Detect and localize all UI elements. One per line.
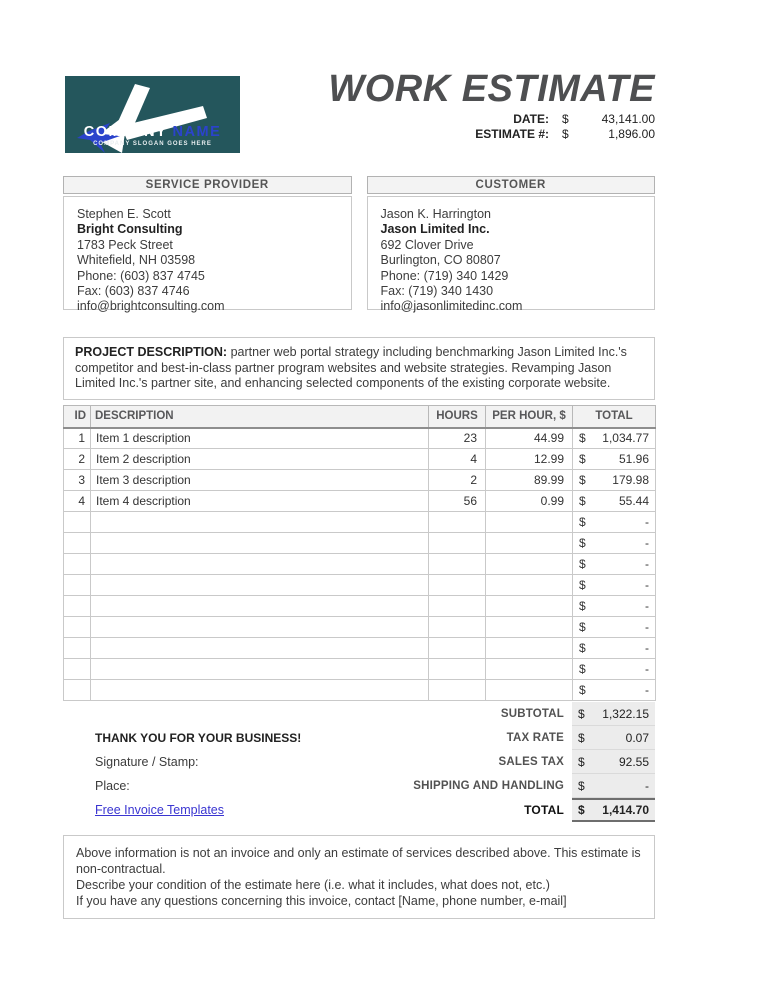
customer-detail-line: Phone: (719) 340 1429 bbox=[380, 268, 509, 283]
currency-symbol: $ bbox=[578, 706, 585, 721]
item-rate-cell bbox=[486, 596, 573, 617]
item-hours-cell bbox=[429, 638, 486, 659]
customer-detail-line: info@jasonlimitedinc.com bbox=[380, 299, 523, 314]
item-id-cell bbox=[64, 596, 91, 617]
item-description-cell bbox=[91, 680, 429, 701]
table-row bbox=[64, 659, 656, 680]
col-header-description: DESCRIPTION bbox=[91, 406, 429, 428]
table-row bbox=[64, 575, 656, 596]
item-total-cell bbox=[573, 512, 656, 533]
customer-box bbox=[367, 176, 656, 314]
col-header-per-hour: PER HOUR, $ bbox=[486, 406, 573, 428]
currency-symbol: $ bbox=[579, 473, 586, 487]
item-description-cell: Item 2 description bbox=[91, 449, 429, 470]
currency-symbol: $ bbox=[579, 557, 586, 571]
table-row bbox=[64, 470, 656, 491]
signature-stamp-label: Signature / Stamp: bbox=[95, 755, 199, 769]
provider-detail-line: Whitefield, NH 03598 bbox=[77, 253, 196, 268]
item-hours-cell bbox=[429, 617, 486, 638]
item-total-amount: 51.96 bbox=[618, 452, 649, 466]
date-value: 43,141.00 bbox=[601, 112, 655, 126]
page-title: WORK ESTIMATE bbox=[328, 68, 655, 110]
table-row bbox=[64, 491, 656, 512]
item-total-amount: - bbox=[645, 662, 649, 676]
currency-symbol: $ bbox=[579, 641, 586, 655]
logo-name-word: NAME bbox=[172, 124, 222, 140]
item-rate-cell bbox=[486, 512, 573, 533]
provider-detail-line: info@brightconsulting.com bbox=[77, 299, 225, 314]
item-rate-cell bbox=[486, 575, 573, 596]
item-id-cell: 2 bbox=[64, 449, 91, 470]
company-logo bbox=[65, 76, 240, 153]
item-hours-cell: 56 bbox=[429, 491, 486, 512]
item-hours-cell bbox=[429, 533, 486, 554]
item-id-cell bbox=[64, 659, 91, 680]
thank-you-note: THANK YOU FOR YOUR BUSINESS! bbox=[95, 731, 302, 745]
item-total-cell bbox=[573, 533, 656, 554]
currency-symbol: $ bbox=[579, 683, 586, 697]
free-invoice-templates-link[interactable]: Free Invoice Templates bbox=[95, 803, 224, 817]
service-provider-header: SERVICE PROVIDER bbox=[63, 176, 352, 194]
item-total-amount: 1,034.77 bbox=[602, 431, 649, 446]
table-row bbox=[64, 428, 656, 449]
item-id-cell bbox=[64, 533, 91, 554]
item-rate-cell bbox=[486, 680, 573, 701]
item-description-cell bbox=[91, 533, 429, 554]
item-hours-cell bbox=[429, 554, 486, 575]
currency-symbol: $ bbox=[579, 578, 586, 592]
customer-details bbox=[367, 196, 656, 314]
estimate-number-row bbox=[355, 127, 655, 142]
shipping-amount: - bbox=[645, 778, 649, 793]
disclaimer-line: Describe your condition of the estimate here (i.e. what it includes, what does not, etc.) bbox=[76, 878, 550, 892]
customer-detail-line: Jason Limited Inc. bbox=[380, 222, 490, 237]
item-total-amount: 55.44 bbox=[618, 494, 649, 508]
item-total-cell bbox=[573, 470, 656, 491]
sales-tax-value-cell bbox=[572, 750, 655, 774]
item-id-cell bbox=[64, 575, 91, 596]
grand-total-value-cell bbox=[572, 798, 655, 822]
item-id-cell bbox=[64, 512, 91, 533]
customer-detail-line: Burlington, CO 80807 bbox=[380, 253, 501, 268]
company-slogan: COMPANY SLOGAN GOES HERE bbox=[93, 141, 212, 147]
currency-symbol: $ bbox=[579, 599, 586, 613]
sales-tax-row bbox=[63, 750, 655, 774]
currency-symbol: $ bbox=[579, 536, 586, 550]
subtotal-value-cell bbox=[572, 702, 655, 726]
item-total-amount: 179.98 bbox=[612, 473, 649, 487]
shipping-value-cell bbox=[572, 774, 655, 798]
item-rate-cell bbox=[486, 659, 573, 680]
item-hours-cell bbox=[429, 512, 486, 533]
tax-rate-amount: 0.07 bbox=[625, 730, 649, 745]
col-header-id: ID bbox=[64, 406, 91, 428]
item-description-cell bbox=[91, 554, 429, 575]
estimate-number-label: ESTIMATE #: bbox=[475, 127, 549, 141]
company-logo-text bbox=[65, 124, 240, 140]
item-total-amount: - bbox=[645, 641, 649, 655]
item-rate-cell: 12.99 bbox=[486, 449, 573, 470]
item-id-cell: 3 bbox=[64, 470, 91, 491]
service-provider-details bbox=[63, 196, 352, 314]
item-total-amount: - bbox=[645, 620, 649, 634]
currency-symbol: $ bbox=[578, 730, 585, 745]
subtotal-row bbox=[63, 702, 655, 726]
col-header-total: TOTAL bbox=[573, 406, 656, 428]
currency-symbol: $ bbox=[579, 662, 586, 676]
item-rate-cell: 89.99 bbox=[486, 470, 573, 491]
item-total-cell bbox=[573, 617, 656, 638]
totals-section bbox=[63, 702, 655, 822]
item-id-cell bbox=[64, 554, 91, 575]
disclaimer-line: Above information is not an invoice and only an estimate of services described above. This estimate is non-contractual. bbox=[76, 846, 641, 876]
item-total-cell bbox=[573, 638, 656, 659]
item-rate-cell: 0.99 bbox=[486, 491, 573, 512]
currency-symbol: $ bbox=[578, 803, 585, 817]
item-hours-cell bbox=[429, 680, 486, 701]
date-label: DATE: bbox=[513, 112, 549, 126]
table-row bbox=[64, 680, 656, 701]
customer-detail-line: 692 Clover Drive bbox=[380, 237, 474, 252]
currency-symbol: $ bbox=[579, 431, 586, 446]
estimate-meta bbox=[355, 112, 655, 142]
currency-symbol: $ bbox=[578, 754, 585, 769]
item-description-cell: Item 4 description bbox=[91, 491, 429, 512]
grand-total-label: TOTAL bbox=[524, 803, 564, 817]
item-hours-cell: 23 bbox=[429, 428, 486, 449]
date-currency: $ bbox=[562, 112, 569, 126]
subtotal-amount: 1,322.15 bbox=[602, 706, 649, 721]
currency-symbol: $ bbox=[579, 620, 586, 634]
provider-detail-line: Phone: (603) 837 4745 bbox=[77, 268, 205, 283]
provider-detail-line: 1783 Peck Street bbox=[77, 237, 173, 252]
shipping-row bbox=[63, 774, 655, 798]
logo-company-word: COMPANY bbox=[83, 124, 168, 140]
table-row bbox=[64, 449, 656, 470]
project-description-box bbox=[63, 337, 655, 400]
table-row bbox=[64, 512, 656, 533]
customer-detail-line: Fax: (719) 340 1430 bbox=[380, 284, 494, 299]
item-total-amount: - bbox=[645, 515, 649, 529]
col-header-hours: HOURS bbox=[429, 406, 486, 428]
item-total-amount: - bbox=[645, 578, 649, 592]
customer-header: CUSTOMER bbox=[367, 176, 656, 194]
table-row bbox=[64, 596, 656, 617]
subtotal-label: SUBTOTAL bbox=[500, 708, 564, 720]
item-total-cell bbox=[573, 491, 656, 512]
item-rate-cell: 44.99 bbox=[486, 428, 573, 449]
item-total-cell bbox=[573, 680, 656, 701]
grand-total-amount: 1,414.70 bbox=[602, 803, 649, 817]
provider-detail-line: Fax: (603) 837 4746 bbox=[77, 284, 190, 299]
item-description-cell bbox=[91, 575, 429, 596]
item-total-cell bbox=[573, 449, 656, 470]
item-total-cell bbox=[573, 575, 656, 596]
provider-detail-line: Stephen E. Scott bbox=[77, 207, 171, 221]
tax-rate-value-cell bbox=[572, 726, 655, 750]
item-total-amount: - bbox=[645, 683, 649, 697]
place-label: Place: bbox=[95, 779, 130, 793]
tax-rate-label: TAX RATE bbox=[506, 732, 564, 744]
project-description-text: partner web portal strategy including benchmarking Jason Limited Inc.'s competitor and best-in-class partner program websites and website strategies. Revamping Jason Limited Inc.'s partner site, and enhancing selected components of the existing corporate website. bbox=[75, 345, 627, 390]
item-description-cell bbox=[91, 659, 429, 680]
table-header-row bbox=[64, 406, 656, 428]
item-id-cell bbox=[64, 638, 91, 659]
estimate-number-value: 1,896.00 bbox=[608, 127, 655, 141]
disclaimer-box bbox=[63, 835, 655, 919]
currency-symbol: $ bbox=[579, 515, 586, 529]
customer-detail-line: Jason K. Harrington bbox=[380, 207, 491, 221]
item-total-amount: - bbox=[645, 557, 649, 571]
currency-symbol: $ bbox=[578, 778, 585, 793]
table-row bbox=[64, 617, 656, 638]
sales-tax-label: SALES TAX bbox=[498, 756, 564, 768]
item-hours-cell bbox=[429, 596, 486, 617]
item-description-cell: Item 1 description bbox=[91, 428, 429, 449]
service-provider-box bbox=[63, 176, 352, 314]
item-id-cell bbox=[64, 680, 91, 701]
table-row bbox=[64, 638, 656, 659]
tax-rate-row bbox=[63, 726, 655, 750]
item-description-cell bbox=[91, 617, 429, 638]
currency-symbol: $ bbox=[579, 494, 586, 508]
table-row bbox=[64, 554, 656, 575]
item-hours-cell: 4 bbox=[429, 449, 486, 470]
item-description-cell bbox=[91, 638, 429, 659]
provider-detail-line: Bright Consulting bbox=[77, 222, 183, 237]
item-rate-cell bbox=[486, 533, 573, 554]
date-row bbox=[355, 112, 655, 127]
item-id-cell: 4 bbox=[64, 491, 91, 512]
item-id-cell: 1 bbox=[64, 428, 91, 449]
item-total-cell bbox=[573, 428, 656, 449]
item-hours-cell bbox=[429, 575, 486, 596]
line-items-table bbox=[63, 405, 656, 701]
item-description-cell bbox=[91, 512, 429, 533]
project-description-label: PROJECT DESCRIPTION: bbox=[75, 345, 228, 359]
item-hours-cell bbox=[429, 659, 486, 680]
item-rate-cell bbox=[486, 554, 573, 575]
item-total-cell bbox=[573, 554, 656, 575]
disclaimer-line: If you have any questions concerning this invoice, contact [Name, phone number, e-mail] bbox=[76, 894, 567, 908]
shipping-label: SHIPPING AND HANDLING bbox=[413, 780, 564, 792]
item-total-amount: - bbox=[645, 599, 649, 613]
table-row bbox=[64, 533, 656, 554]
sales-tax-amount: 92.55 bbox=[618, 754, 649, 769]
item-description-cell bbox=[91, 596, 429, 617]
item-hours-cell: 2 bbox=[429, 470, 486, 491]
grand-total-row bbox=[63, 798, 655, 822]
item-total-amount: - bbox=[645, 536, 649, 550]
item-rate-cell bbox=[486, 638, 573, 659]
estimate-number-currency: $ bbox=[562, 127, 569, 141]
item-rate-cell bbox=[486, 617, 573, 638]
item-total-cell bbox=[573, 659, 656, 680]
currency-symbol: $ bbox=[579, 452, 586, 466]
item-total-cell bbox=[573, 596, 656, 617]
item-id-cell bbox=[64, 617, 91, 638]
item-description-cell: Item 3 description bbox=[91, 470, 429, 491]
